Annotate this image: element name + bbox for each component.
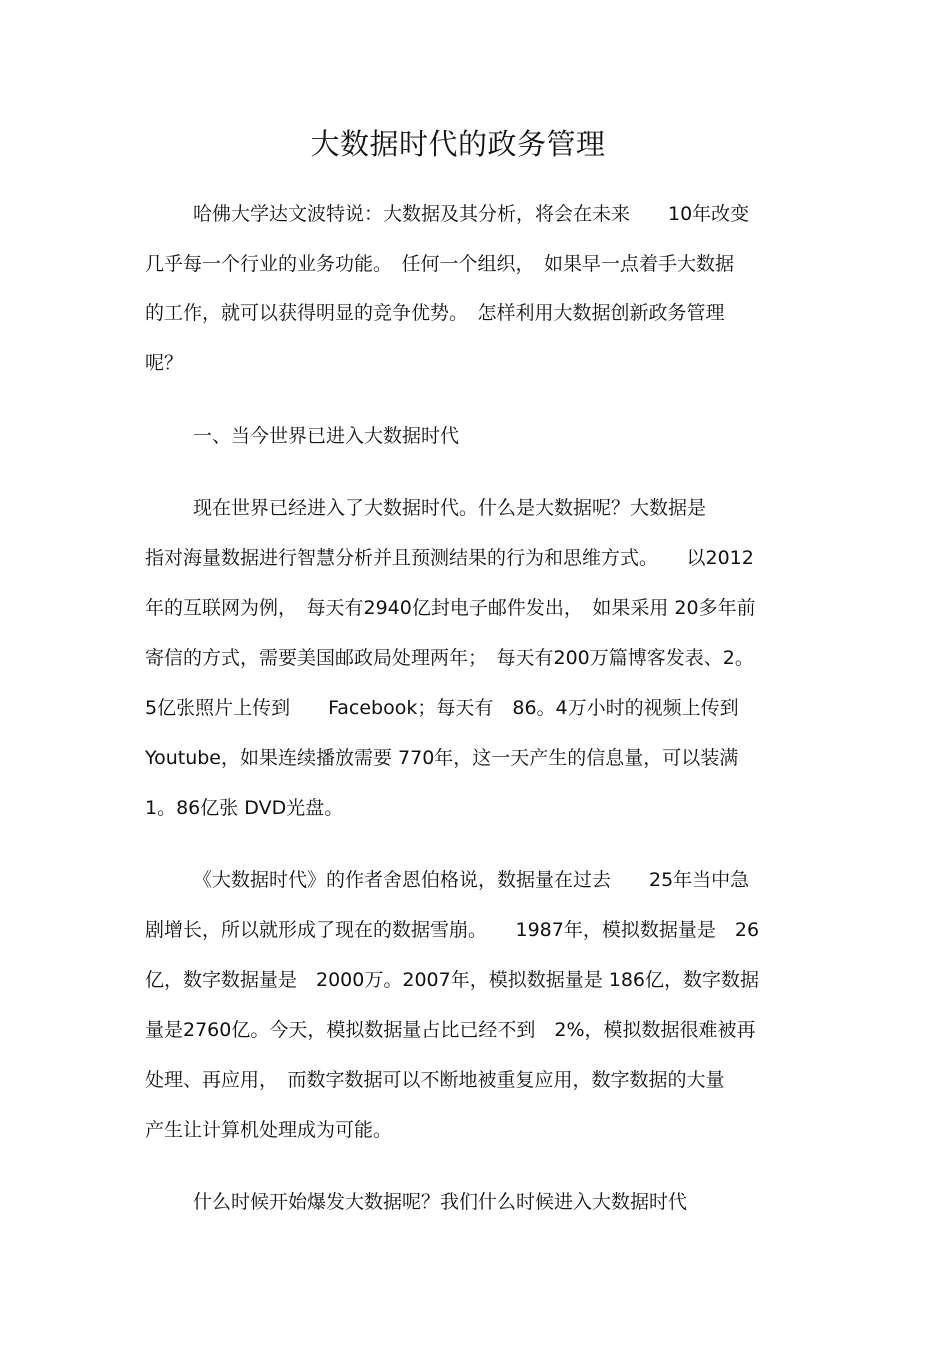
paragraph-line: 量是2760亿。今天，模拟数据量占比已经不到 2%，模拟数据很难被再 <box>145 1019 756 1041</box>
paragraph-line: 呢？ <box>145 352 184 374</box>
paragraph-line: 几乎每一个行业的业务功能。 任何一个组织， 如果早一点着手大数据 <box>145 253 735 275</box>
paragraph-line: 《大数据时代》的作者舍恩伯格说，数据量在过去 25年当中急 <box>193 869 750 891</box>
paragraph-line: 什么时候开始爆发大数据呢？我们什么时候进入大数据时代 <box>193 1191 688 1213</box>
paragraph-line: 哈佛大学达文波特说：大数据及其分析，将会在未来 10年改变 <box>193 203 750 225</box>
paragraph-line: 剧增长，所以就形成了现在的数据雪崩。 1987年，模拟数据量是 26 <box>145 919 760 941</box>
paragraph-line: 亿，数字数据量是 2000万。2007年，模拟数据量是 186亿，数字数据 <box>145 969 760 991</box>
paragraph-line: 寄信的方式，需要美国邮政局处理两年； 每天有200万篇博客发表、2。 <box>145 647 754 669</box>
document-title: 大数据时代的政务管理 <box>310 127 606 161</box>
paragraph-line: 现在世界已经进入了大数据时代。什么是大数据呢？大数据是 <box>193 497 707 519</box>
paragraph-line: 的工作，就可以获得明显的竞争优势。 怎样利用大数据创新政务管理 <box>145 302 725 324</box>
section-heading: 一、当今世界已进入大数据时代 <box>193 425 460 447</box>
paragraph-line: 1。86亿张 DVD光盘。 <box>145 797 344 819</box>
paragraph-line: Youtube，如果连续播放需要 770年，这一天产生的信息量，可以装满 <box>145 747 739 769</box>
paragraph-line: 5亿张照片上传到 Facebook；每天有 86。4万小时的视频上传到 <box>145 697 739 719</box>
paragraph-line: 处理、再应用， 而数字数据可以不断地被重复应用，数字数据的大量 <box>145 1069 725 1091</box>
paragraph-line: 指对海量数据进行智慧分析并且预测结果的行为和思维方式。 以2012 <box>145 547 754 569</box>
paragraph-line: 产生让计算机处理成为可能。 <box>145 1119 393 1141</box>
paragraph-line: 年的互联网为例， 每天有2940亿封电子邮件发出， 如果采用 20多年前 <box>145 597 756 619</box>
